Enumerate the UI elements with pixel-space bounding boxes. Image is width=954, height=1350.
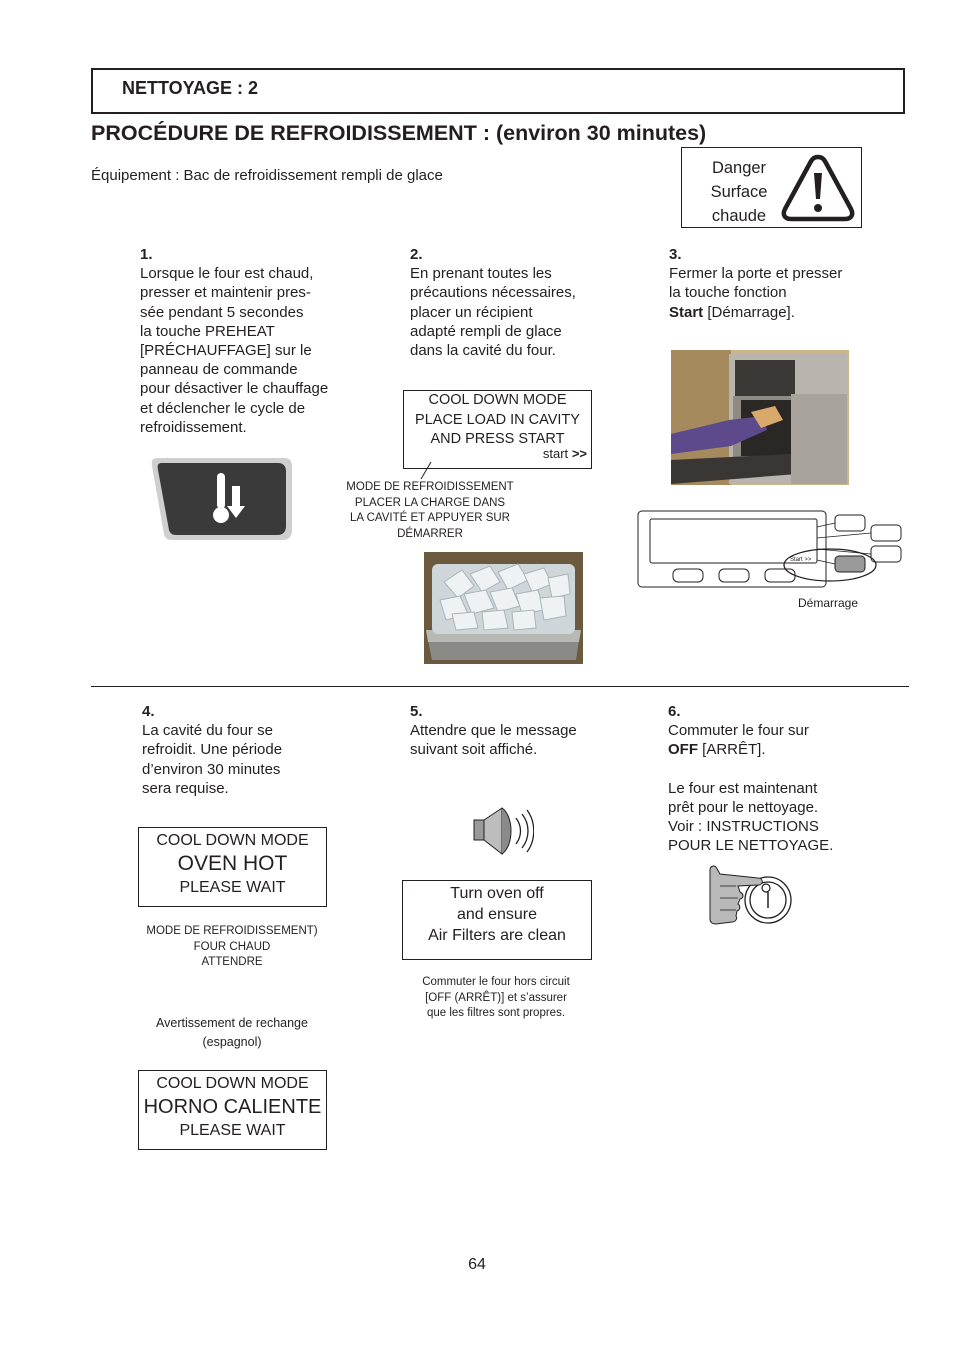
- ice-tray-photo: [424, 552, 583, 664]
- procedure-title: PROCÉDURE DE REFROIDISSEMENT : (environ 30 minutes): [91, 121, 707, 145]
- section-title: NETTOYAGE : 2: [122, 78, 259, 98]
- step-5-text: 5. Attendre que le message suivant soit affiché.: [410, 703, 577, 759]
- step-2-text: 2. En prenant toutes les précautions nécessaires, placer un récipient adapté rempli de glace dans la cavité du four.: [410, 246, 576, 360]
- step-4-text: 4. La cavité du four se refroidit. Une période d’environ 30 minutes sera requise.: [142, 703, 283, 797]
- start-hint: start >>: [542, 446, 587, 461]
- lcd-display-turn-oven-off: Turn oven off and ensure Air Filters are clean: [402, 880, 592, 960]
- spare-warning-caption: Avertissement de rechange (espagnol): [156, 1016, 308, 1049]
- lcd-display-horno-caliente: COOL DOWN MODE HORNO CALIENTE PLEASE WAIT: [138, 1070, 327, 1150]
- power-switch-finger-icon: [708, 864, 794, 928]
- preheat-key-icon: [150, 454, 294, 542]
- danger-hot-surface-box: [681, 147, 862, 228]
- warning-triangle-icon: [781, 153, 855, 223]
- step-4-caption: MODE DE REFROIDISSEMENT) FOUR CHAUD ATTENDRE: [146, 925, 318, 968]
- step-6-text: 6. Commuter le four sur OFF [ARRÊT]. Le four est maintenant prêt pour le nettoyage. Voir : INSTRUCTIONS POUR LE NETTOYAGE.: [668, 703, 834, 855]
- step-1-text: 1. Lorsque le four est chaud, presser et maintenir pres- sée pendant 5 secondes la touche PREHEAT [PRÉCHAUFFAGE] sur le panneau de commande pour désactiver le chauffage et déclencher le cycle de refroidissement.: [140, 246, 329, 436]
- callout-line: [418, 461, 434, 481]
- oven-loading-photo: [671, 350, 849, 485]
- panel-start-label: Start >>: [790, 557, 812, 563]
- page-number: 64: [468, 1256, 486, 1273]
- section-divider: [91, 686, 909, 687]
- step-2-caption: MODE DE REFROIDISSEMENT PLACER LA CHARGE DANS LA CAVITÉ ET APPUYER SUR DÉMARRER: [346, 481, 514, 540]
- danger-label: Danger Surface chaude: [710, 159, 768, 225]
- speaker-sound-icon: [472, 806, 534, 856]
- lcd-display-oven-hot: COOL DOWN MODE OVEN HOT PLEASE WAIT: [138, 827, 327, 907]
- control-panel-diagram: [637, 510, 905, 592]
- step-5-caption: Commuter le four hors circuit [OFF (ARRÊT)] et s’assurer que les filtres sont propres.: [422, 976, 570, 1019]
- equipment-text: Équipement : Bac de refroidissement rempli de glace: [91, 167, 443, 184]
- step-3-text: 3. Fermer la porte et presser la touche fonction Start [Démarrage].: [669, 246, 843, 321]
- lcd-display-place-load: COOL DOWN MODE PLACE LOAD IN CAVITY AND PRESS START start >>: [403, 390, 592, 469]
- step-3-caption: Démarrage: [798, 596, 859, 610]
